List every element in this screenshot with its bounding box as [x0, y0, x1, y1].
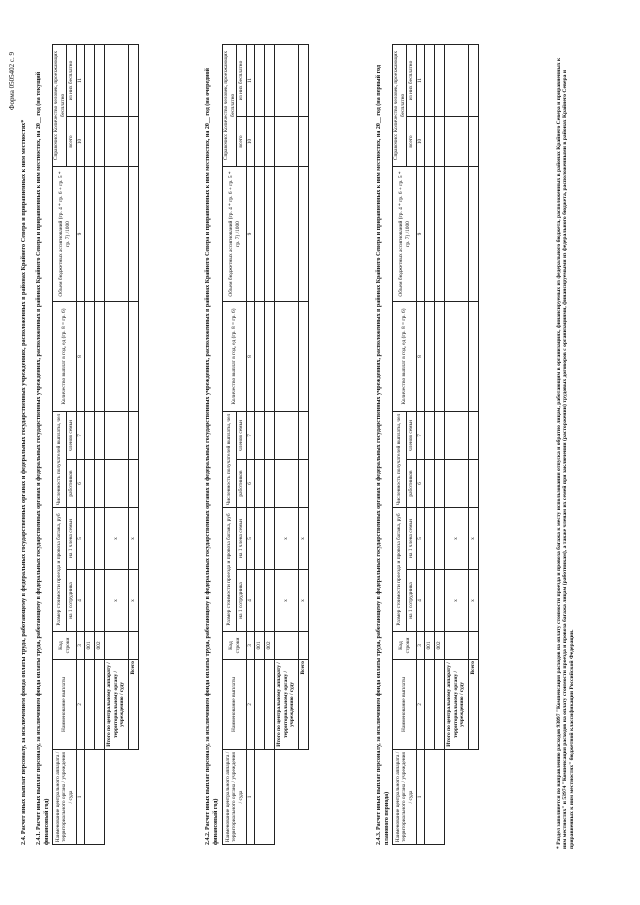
cost-header: Размер стоимости проезда и провоза багажа, руб: [393, 508, 407, 632]
col-number: 7: [417, 412, 425, 460]
table-cell[interactable]: [104, 460, 128, 508]
table-cell[interactable]: [104, 302, 128, 412]
x-mark: x: [104, 508, 128, 570]
code-header: Код строки: [53, 632, 77, 660]
table-cell[interactable]: [444, 302, 468, 412]
payment-header: Наименование выплаты: [53, 660, 77, 750]
ref-sub-header: из них бесплатно: [407, 44, 417, 116]
table-cell[interactable]: [128, 412, 138, 460]
section-subtitle: 2.4.1. Расчет иных выплат персоналу, за исключением фонда оплаты труда, работающему в федеральных государственных органах и федеральных государственных учреждениях, расположенных в районах Крайнего Севера и приравненных к ним местностях, на 20__ год (на текущий финансовый год): [36, 71, 50, 845]
col-number: 11: [417, 44, 425, 116]
table-cell[interactable]: [128, 460, 138, 508]
table-cell[interactable]: [84, 44, 94, 116]
table-cell[interactable]: [104, 44, 128, 116]
col-number: 6: [417, 460, 425, 508]
table-cell[interactable]: [264, 412, 274, 460]
table-cell[interactable]: [254, 302, 264, 412]
table-cell[interactable]: [434, 570, 444, 632]
table-cell[interactable]: [468, 460, 478, 508]
code-header: Код строки: [223, 632, 247, 660]
col-number: 3: [77, 632, 85, 660]
col-number: 11: [77, 44, 85, 116]
table-cell[interactable]: [434, 117, 444, 167]
table-cell[interactable]: [274, 117, 298, 167]
cost-header: Размер стоимости проезда и провоза багажа, руб: [223, 508, 237, 632]
col-number: 2: [77, 660, 85, 750]
volume-header: Объем бюджетных ассигнований (гр. 4 * гр. 6 + гр. 5 * гр. 7) /1000: [223, 167, 247, 302]
org-cell[interactable]: [424, 750, 444, 845]
section-subtitle: 2.4.3. Расчет иных выплат персоналу, за исключением фонда оплаты труда, работающему в федеральных государственных органах и федеральных государственных учреждениях, расположенных в районах Крайнего Севера и приравненных к ним местностях, на 20__ год (на первый год планового периода): [376, 64, 390, 845]
table-cell[interactable]: [84, 570, 94, 632]
family-header: членов семьи: [407, 412, 417, 460]
x-mark: x: [468, 570, 478, 632]
table-cell[interactable]: [444, 44, 468, 116]
table-cell[interactable]: [424, 117, 434, 167]
col-number: 2: [417, 660, 425, 750]
grand-total-label: Всего: [128, 660, 138, 750]
x-mark: x: [468, 508, 478, 570]
reference-header: Справочно: Количество человек, проезжающих бесплатно: [223, 44, 237, 166]
table-cell[interactable]: [274, 412, 298, 460]
table-cell[interactable]: [254, 570, 264, 632]
cost-worker-header: на 1 сотрудника: [237, 570, 247, 632]
x-mark: x: [274, 570, 298, 632]
table-cell[interactable]: [434, 167, 444, 302]
table-cell[interactable]: [84, 508, 94, 570]
payment-cell[interactable]: [424, 660, 434, 750]
table-cell[interactable]: [424, 302, 434, 412]
table-cell[interactable]: [298, 117, 308, 167]
section-subtitle: 2.4.2. Расчет иных выплат персоналу, за исключением фонда оплаты труда, работающему в федеральных государственных органах и федеральных государственных учреждениях, расположенных в районах Крайнего Севера и приравненных к ним местностях, на 20__ год (на очередной финансовый год): [205, 68, 219, 845]
table-cell[interactable]: [264, 508, 274, 570]
table-cell[interactable]: [84, 167, 94, 302]
ref-total-header: всего: [237, 117, 247, 167]
col-number: 5: [247, 508, 255, 570]
org-total-label: Итого по центральному аппарату / территориальному органу / учреждению / суду: [274, 660, 298, 750]
col-number: 3: [417, 632, 425, 660]
row-code: 001: [84, 632, 94, 660]
table-cell[interactable]: [424, 44, 434, 116]
payments-table: [392, 44, 479, 845]
count-header: Численность получателей выплаты, чел: [223, 412, 237, 508]
cost-worker-header: на 1 сотрудника: [407, 570, 417, 632]
col-number: 1: [77, 750, 85, 845]
table-cell[interactable]: [298, 302, 308, 412]
org-total-label: Итого по центральному аппарату / территориальному органу / учреждению / суду: [444, 660, 468, 750]
col-number: 4: [417, 570, 425, 632]
grand-total-label: Всего: [298, 660, 308, 750]
payments-table: [52, 44, 139, 845]
col-number: 2: [247, 660, 255, 750]
col-number: 7: [77, 412, 85, 460]
reference-header: Справочно: Количество человек, проезжающих бесплатно: [53, 44, 67, 166]
table-cell[interactable]: [254, 508, 264, 570]
table-cell[interactable]: [254, 412, 264, 460]
table-cell[interactable]: [274, 460, 298, 508]
ref-sub-header: из них бесплатно: [67, 44, 77, 116]
table-cell[interactable]: [94, 167, 104, 302]
table-cell[interactable]: [254, 44, 264, 116]
table-cell[interactable]: [128, 44, 138, 116]
col-number: 8: [417, 302, 425, 412]
payments-table: [222, 44, 309, 845]
table-cell[interactable]: [84, 412, 94, 460]
col-number: 9: [77, 167, 85, 302]
table-cell[interactable]: [298, 44, 308, 116]
cost-family-header: на 1 члена семьи: [237, 508, 247, 570]
org-header: Наименование центрального аппарата / территориального органа / учреждения / суда: [223, 750, 247, 845]
table-cell[interactable]: [264, 167, 274, 302]
table-cell[interactable]: [94, 302, 104, 412]
payment-cell[interactable]: [84, 660, 94, 750]
code-header: Код строки: [393, 632, 417, 660]
table-cell[interactable]: [128, 117, 138, 167]
table-cell[interactable]: [444, 117, 468, 167]
row-code: 001: [254, 632, 264, 660]
volume-header: Объем бюджетных ассигнований (гр. 4 * гр. 6 + гр. 5 * гр. 7) /1000: [393, 167, 417, 302]
footnote: * Раздел заполняется по направлению расходов 93097 "Компенсация расходов на оплату стоимости проезда и провоза багажа к месту использования отпуска и обратно лицам, работающим в организациях, финансируемых из федерального бюджета, расположенных в районах Крайнего Севера и приравненных к ним местностях" и 53974 "Компенсация расходов на оплату стоимости проезда и провоза багажа лицам (работникам), а также членам их семей при заключении (расторжении) трудовых договоров с организациями, финансируемыми из федерального бюджета, расположенными в районах Крайнего Севера и приравненных к ним местностях" бюджетной классификации Российской Федерации.: [555, 57, 576, 849]
col-number: 6: [77, 460, 85, 508]
table-cell[interactable]: [434, 44, 444, 116]
col-number: 9: [417, 167, 425, 302]
table-cell[interactable]: [434, 302, 444, 412]
table-cell[interactable]: [468, 44, 478, 116]
workers-header: работников: [237, 460, 247, 508]
table-cell[interactable]: [434, 508, 444, 570]
section-title: 2.4. Расчет иных выплат персоналу, за исключением фонда оплаты труда, работающему в федеральных государственных органах и федеральных государственных учреждениях, расположенных в районах Крайнего Севера и приравненных к ним местностях*: [20, 119, 27, 845]
table-cell[interactable]: [254, 117, 264, 167]
col-number: 5: [417, 508, 425, 570]
payment-header: Наименование выплаты: [393, 660, 417, 750]
payment-header: Наименование выплаты: [223, 660, 247, 750]
row-code: 001: [424, 632, 434, 660]
table-cell[interactable]: [424, 508, 434, 570]
table-cell[interactable]: [264, 570, 274, 632]
cost-family-header: на 1 члена семьи: [67, 508, 77, 570]
table-cell[interactable]: [264, 302, 274, 412]
table-cell[interactable]: [468, 167, 478, 302]
table-cell[interactable]: [264, 44, 274, 116]
row-code: 002: [94, 632, 104, 660]
col-number: 11: [247, 44, 255, 116]
org-header: Наименование центрального аппарата / территориального органа / учреждения / суда: [53, 750, 77, 845]
payment-cell[interactable]: [254, 660, 264, 750]
ref-sub-header: из них бесплатно: [237, 44, 247, 116]
col-number: 9: [247, 167, 255, 302]
table-cell[interactable]: [468, 302, 478, 412]
x-mark: x: [444, 508, 468, 570]
count-header: Численность получателей выплаты, чел: [393, 412, 407, 508]
table-cell[interactable]: [104, 117, 128, 167]
payment-cell[interactable]: [94, 660, 104, 750]
x-mark: x: [274, 508, 298, 570]
grand-total-label: Всего: [468, 660, 478, 750]
table-cell[interactable]: [84, 460, 94, 508]
table-cell[interactable]: [424, 570, 434, 632]
col-number: 10: [247, 117, 255, 167]
x-mark: x: [298, 570, 308, 632]
table-cell[interactable]: [298, 412, 308, 460]
table-cell[interactable]: [94, 117, 104, 167]
row-code: 002: [264, 632, 274, 660]
ref-total-header: всего: [67, 117, 77, 167]
col-number: 8: [77, 302, 85, 412]
table-cell[interactable]: [274, 44, 298, 116]
family-header: членов семьи: [67, 412, 77, 460]
table-cell[interactable]: [264, 460, 274, 508]
table-cell[interactable]: [434, 460, 444, 508]
table-cell[interactable]: [274, 302, 298, 412]
table-cell[interactable]: [424, 167, 434, 302]
col-number: 10: [77, 117, 85, 167]
reference-header: Справочно: Количество человек, проезжающих бесплатно: [393, 44, 407, 166]
workers-header: работников: [67, 460, 77, 508]
qty-header: Количество выплат в год, ед (гр. 8 = гр. 6): [393, 302, 417, 412]
table-cell[interactable]: [444, 412, 468, 460]
qty-header: Количество выплат в год, ед (гр. 8 = гр. 6): [223, 302, 247, 412]
x-mark: x: [298, 508, 308, 570]
table-cell[interactable]: [128, 302, 138, 412]
table-cell[interactable]: [94, 508, 104, 570]
table-cell[interactable]: [298, 167, 308, 302]
table-cell[interactable]: [444, 460, 468, 508]
cost-header: Размер стоимости проезда и провоза багажа, руб: [53, 508, 67, 632]
payment-cell[interactable]: [434, 660, 444, 750]
table-cell[interactable]: [84, 302, 94, 412]
table-cell[interactable]: [468, 117, 478, 167]
col-number: 7: [247, 412, 255, 460]
family-header: членов семьи: [237, 412, 247, 460]
row-code: 002: [434, 632, 444, 660]
table-cell[interactable]: [254, 460, 264, 508]
qty-header: Количество выплат в год, ед (гр. 8 = гр. 6): [53, 302, 77, 412]
org-cell[interactable]: [84, 750, 104, 845]
x-mark: x: [104, 570, 128, 632]
table-cell[interactable]: [468, 412, 478, 460]
table-cell[interactable]: [254, 167, 264, 302]
cost-family-header: на 1 члена семьи: [407, 508, 417, 570]
x-mark: x: [444, 570, 468, 632]
table-cell[interactable]: [298, 460, 308, 508]
col-number: 1: [417, 750, 425, 845]
table-cell[interactable]: [264, 117, 274, 167]
volume-header: Объем бюджетных ассигнований (гр. 4 * гр. 6 + гр. 5 * гр. 7) /1000: [53, 167, 77, 302]
table-cell[interactable]: [94, 44, 104, 116]
payment-cell[interactable]: [264, 660, 274, 750]
table-cell[interactable]: [444, 167, 468, 302]
count-header: Численность получателей выплаты, чел: [53, 412, 67, 508]
col-number: 4: [77, 570, 85, 632]
table-cell[interactable]: [424, 412, 434, 460]
cost-worker-header: на 1 сотрудника: [67, 570, 77, 632]
table-cell[interactable]: [94, 570, 104, 632]
col-number: 3: [247, 632, 255, 660]
table-cell[interactable]: [94, 460, 104, 508]
col-number: 5: [77, 508, 85, 570]
org-total-label: Итого по центральному аппарату / территориальному органу / учреждению / суду: [104, 660, 128, 750]
table-cell[interactable]: [128, 167, 138, 302]
col-number: 10: [417, 117, 425, 167]
workers-header: работников: [407, 460, 417, 508]
org-cell[interactable]: [254, 750, 274, 845]
table-cell[interactable]: [424, 460, 434, 508]
col-number: 6: [247, 460, 255, 508]
table-cell[interactable]: [104, 167, 128, 302]
table-cell[interactable]: [274, 167, 298, 302]
col-number: 8: [247, 302, 255, 412]
x-mark: x: [128, 508, 138, 570]
table-cell[interactable]: [84, 117, 94, 167]
ref-total-header: всего: [407, 117, 417, 167]
table-cell[interactable]: [104, 412, 128, 460]
table-cell[interactable]: [94, 412, 104, 460]
table-cell[interactable]: [434, 412, 444, 460]
col-number: 4: [247, 570, 255, 632]
org-header: Наименование центрального аппарата / территориального органа / учреждения / суда: [393, 750, 417, 845]
x-mark: x: [128, 570, 138, 632]
form-number: Форма 0505402 с. 9: [8, 51, 16, 110]
col-number: 1: [247, 750, 255, 845]
